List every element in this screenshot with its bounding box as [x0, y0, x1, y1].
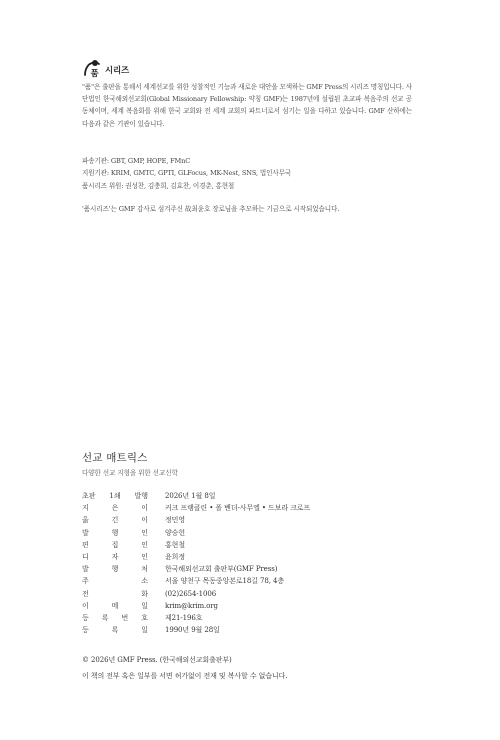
colophon: [82, 490, 412, 636]
org-line: 파송기관: GBT, GMP, HOPE, FMnC: [82, 157, 191, 165]
colophon-row: [82, 600, 412, 612]
org-line: 지원기관: KRIM, GMTC, GPTI, GLFocus, MK-Nest, SNS, 법인사무국: [82, 169, 292, 178]
colophon-value: 한국해외선교회 출판부(GMF Press): [165, 565, 278, 574]
organization-list: [82, 155, 412, 192]
colophon-row: [82, 588, 412, 600]
rights-notice: 이 책의 전부 혹은 일부를 서면 허가없이 전재 및 복사할 수 없습니다.: [82, 672, 288, 680]
colophon-row: [82, 502, 412, 514]
colophon-value: 정민영: [165, 516, 185, 525]
colophon-row: [82, 624, 412, 636]
colophon-value: (02)2654-1006: [165, 589, 217, 598]
colophon-label: 발 행 인: [82, 528, 148, 537]
colophon-label: 전 화: [82, 589, 148, 598]
colophon-row: [82, 575, 412, 587]
colophon-label: 지 은 이: [82, 504, 148, 513]
colophon-value: 윤희정: [165, 552, 185, 561]
colophon-row: [82, 563, 412, 575]
book-subtitle: 다양한 선교 지형을 위한 선교신학: [82, 469, 178, 477]
colophon-label: 이 메 일: [82, 601, 148, 610]
colophon-value: 서울 양천구 목동중앙본로18길 78, 4층: [165, 577, 284, 586]
colophon-label: 등 록 번 호: [82, 613, 148, 622]
colophon-value: 제21-196호: [165, 613, 203, 622]
colophon-row: [82, 539, 412, 551]
colophon-label: 디 자 인: [82, 552, 148, 561]
colophon-value: 양승헌: [165, 528, 185, 537]
colophon-value: krim@krim.org: [165, 601, 218, 610]
memorial-note: '품시리즈'는 GMF 감사로 섬겨주신 故최윤호 장로님을 추모하는 기금으로 시작되었습니다.: [82, 205, 340, 213]
colophon-row: [82, 527, 412, 539]
colophon-row: [82, 612, 412, 624]
series-logo-text: 품: [90, 69, 99, 78]
book-title: 선교 매트릭스: [82, 452, 148, 464]
colophon-value: 커크 프랭클린 • 폴 벤더-사무엘 • 드보라 크로프: [165, 504, 311, 513]
org-line: 품시리즈 위원: 권성찬, 김충희, 김효찬, 이경춘, 홍현철: [82, 181, 235, 190]
series-name: 시리즈: [105, 66, 130, 76]
colophon-row: [82, 490, 412, 502]
colophon-value: 홍현철: [165, 540, 185, 549]
colophon-label: 등 록 일: [82, 626, 148, 635]
colophon-label: 초판 1쇄 발행: [82, 492, 148, 500]
intro-paragraph: "품"은 출판을 통해서 세계선교를 위한 성찰적인 기능과 새로운 대안을 모색하는 GMF Press의 시리즈 명칭입니다. 사단법인 한국해외선교회(Global Missionary Fellowship: 약칭 GMF)는 1987년에 설립된 초교파 복음주의 선교 공동체이며, 세계 복음화를 위해 한국 교회와 전 세계 교회의 파트너로서 섬기는 일을 다하고 있습니다. GMF 산하에는 다음과 같은 기관이 있습니다.: [82, 83, 412, 128]
colophon-label: 주 소: [82, 577, 148, 586]
colophon-value: 2026년 1월 8일: [165, 492, 216, 500]
colophon-row: [82, 551, 412, 563]
colophon-row: [82, 514, 412, 526]
colophon-value: 1990년 9월 28일: [165, 626, 220, 635]
colophon-label: 발 행 처: [82, 565, 148, 574]
colophon-label: 옮 긴 이: [82, 516, 148, 525]
colophon-label: 편 집 인: [82, 540, 148, 549]
series-intro: [82, 81, 412, 130]
series-header: [82, 56, 129, 78]
series-logo-icon: [82, 58, 104, 78]
copyright-line: © 2026년 GMF Press. (한국해외선교회출판부): [82, 656, 232, 664]
